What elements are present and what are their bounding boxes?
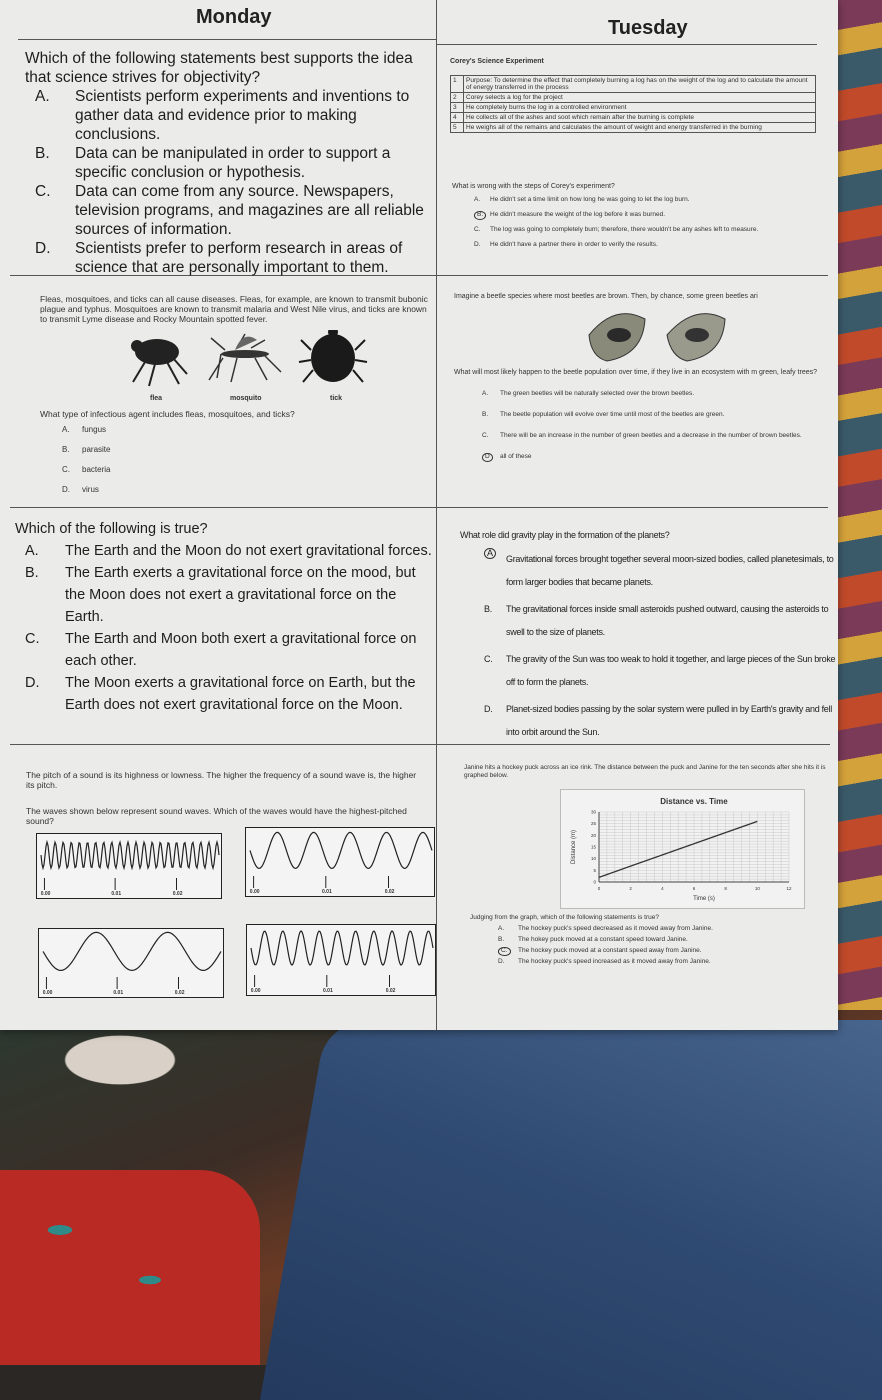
- x-tick-label: 8: [724, 886, 727, 891]
- option-text: The hockey puck's speed increased as it moved away from Janine.: [518, 958, 711, 965]
- step-number: 3: [451, 103, 464, 113]
- wave-tick-label: 0.01: [323, 988, 333, 994]
- y-tick-label: 30: [590, 809, 596, 815]
- x-tick-label: 12: [786, 886, 792, 891]
- option-text: Gravitational forces brought together several moon-sized bodies, called planetesimals, to form larger bodies that became planets.: [506, 554, 834, 587]
- option-letter: C.: [62, 465, 70, 474]
- insect-illustrations: [125, 330, 375, 400]
- step-row: [451, 123, 816, 133]
- answer-option[interactable]: [62, 465, 110, 474]
- option-text: The gravitational forces inside small asteroids pushed outward, causing the asteroids to swell to the size of planets.: [506, 604, 829, 637]
- wave-tick-label: 0.01: [113, 990, 124, 996]
- answer-option[interactable]: [492, 936, 822, 943]
- beetle-leaves: [585, 305, 735, 365]
- wave-a: [36, 833, 222, 899]
- wave-b: [245, 827, 435, 897]
- corey-steps-table: [450, 75, 816, 133]
- tuesday-q2-intro: Imagine a beetle species where most beetles are brown. Then, by chance, some green beetles ari: [454, 293, 758, 300]
- answer-option[interactable]: [15, 628, 435, 672]
- answer-option[interactable]: [474, 226, 814, 233]
- option-letter: D.: [498, 958, 505, 965]
- option-text: Data can come from any source. Newspapers, television programs, and magazines are all reliable sources of information.: [75, 183, 424, 238]
- monday-header-rule: [18, 39, 436, 40]
- answer-option[interactable]: [25, 144, 425, 182]
- tuesday-q2-stem: What will most likely happen to the beetle population over time, if they live in an ecosystem with m green, leafy trees?: [454, 369, 818, 376]
- wave-line: [43, 932, 221, 970]
- option-letter: D: [482, 453, 493, 462]
- option-letter: A.: [498, 925, 505, 932]
- option-letter: B.: [25, 565, 39, 581]
- brown-beetle-leaf: [589, 314, 645, 361]
- option-text: parasite: [82, 445, 111, 454]
- chart-svg: [561, 790, 804, 908]
- option-letter: A: [484, 548, 496, 559]
- option-letter: B.: [498, 936, 505, 943]
- answer-option[interactable]: [474, 211, 814, 218]
- answer-option[interactable]: [460, 698, 836, 744]
- tuesday-q1-options: [474, 196, 814, 256]
- option-text: He didn't have a partner there in order to verify the results.: [490, 241, 658, 248]
- distance-time-chart: [560, 789, 805, 909]
- wave-tick-label: 0.00: [249, 889, 260, 895]
- step-text: Purpose: To determine the effect that completely burning a log has on the weight of the log and to calculate the amount of energy transferred in the process: [464, 76, 816, 93]
- monday-heading: Monday: [196, 6, 272, 28]
- tuesday-q4-intro: Janine hits a hockey puck across an ice rink. The distance between the puck and Janine for the ten seconds after she hits it is graphed below.: [464, 764, 826, 779]
- step-text: He weighs all of the remains and calculates the amount of weight and energy transferred in the burning: [464, 123, 816, 133]
- patterned-cloth: [835, 0, 882, 1010]
- answer-option[interactable]: [492, 947, 822, 954]
- sound-wave: [246, 828, 436, 898]
- option-letter: D.: [484, 704, 493, 714]
- option-text: The gravity of the Sun was too weak to hold it together, and large pieces of the Sun broke off to form the planets.: [506, 654, 836, 687]
- monday-q2-stem: What type of infectious agent includes fleas, mosquitoes, and ticks?: [40, 409, 295, 419]
- answer-option[interactable]: [15, 540, 435, 562]
- chart-title: Distance vs. Time: [660, 797, 728, 806]
- answer-option[interactable]: [482, 390, 812, 397]
- option-letter: A.: [25, 543, 39, 559]
- wave-tick-label: 0.00: [42, 990, 53, 996]
- option-text: He didn't set a time limit on how long he was going to let the log burn.: [490, 196, 690, 203]
- option-text: bacteria: [82, 465, 111, 474]
- option-letter: D.: [474, 241, 481, 248]
- sound-wave: [247, 925, 437, 997]
- option-letter: D.: [35, 240, 51, 257]
- denim-fabric: [260, 1020, 882, 1400]
- green-beetle-leaf: [667, 314, 725, 361]
- option-letter: B.: [474, 211, 486, 220]
- y-tick-label: 0: [593, 879, 596, 885]
- x-tick-label: 10: [754, 886, 760, 891]
- wave-line: [251, 931, 433, 965]
- answer-option[interactable]: [492, 958, 822, 965]
- wave-tick-label: 0.00: [40, 891, 51, 897]
- option-letter: B.: [484, 604, 492, 614]
- step-number: 4: [451, 113, 464, 123]
- x-tick-label: 4: [661, 886, 664, 891]
- step-number: 1: [451, 76, 464, 93]
- option-text: fungus: [82, 425, 107, 434]
- question-stem: Which of the following is true?: [15, 521, 208, 537]
- column-divider: [436, 0, 437, 1030]
- option-letter: D.: [25, 675, 40, 691]
- tick-drawing: [299, 330, 367, 382]
- wave-tick-label: 0.02: [174, 990, 185, 996]
- answer-option[interactable]: [15, 672, 435, 716]
- step-number: 2: [451, 93, 464, 103]
- option-text: virus: [82, 485, 99, 494]
- wave-line: [41, 842, 219, 868]
- answer-option[interactable]: [62, 445, 110, 454]
- wave-line: [250, 832, 432, 868]
- wave-tick-label: 0.02: [384, 889, 395, 895]
- step-row: [451, 113, 816, 123]
- y-tick-label: 5: [593, 867, 596, 873]
- mosquito-label: mosquito: [230, 395, 262, 402]
- monday-q4-stem: The waves shown below represent sound waves. Which of the waves would have the highest-pitched sound?: [26, 806, 407, 826]
- answer-option[interactable]: [474, 241, 814, 248]
- option-text: The Earth and the Moon do not exert gravitational forces.: [65, 543, 432, 559]
- sound-wave: [39, 929, 225, 999]
- monday-q1: [25, 49, 425, 277]
- monday-q2-intro: Fleas, mosquitoes, and ticks can all cause diseases. Fleas, for example, are known to transmit bubonic plague and typhus. Mosquitoes are known to transmit malaria and West Nile virus, and ticks are known to transmit Lyme disease and Rocky Mountain spotted fever.: [40, 294, 428, 324]
- y-axis-label: Distance (m): [571, 829, 577, 865]
- option-text: The hockey puck's speed decreased as it moved away from Janine.: [518, 925, 713, 932]
- answer-option[interactable]: [482, 453, 812, 460]
- wave-tick-label: 0.00: [250, 988, 261, 994]
- x-tick-label: 6: [692, 886, 696, 891]
- answer-option[interactable]: [482, 432, 812, 439]
- question-stem: Which of the following statements best supports the idea that science strives for objectivity?: [25, 50, 413, 86]
- answer-option[interactable]: [25, 239, 425, 277]
- tuesday-heading: Tuesday: [608, 17, 688, 39]
- x-axis-label: Time (s): [693, 896, 715, 902]
- tuesday-q3: [460, 530, 836, 748]
- y-tick-label: 10: [590, 856, 596, 862]
- option-text: all of these: [500, 453, 532, 460]
- tuesday-q4-options: [492, 925, 822, 969]
- answer-option[interactable]: [15, 562, 435, 628]
- monday-q4-intro: The pitch of a sound is its highness or lowness. The higher the frequency of a sound wave is, the higher its pitch.: [26, 770, 417, 790]
- flea-drawing: [131, 339, 187, 386]
- x-tick-label: 0: [597, 886, 601, 891]
- option-text: The beetle population will evolve over time until most of the beetles are green.: [500, 411, 725, 418]
- option-text: Scientists prefer to perform research in areas of science that are personally important to them.: [75, 240, 403, 276]
- answer-option[interactable]: [25, 87, 425, 144]
- option-letter: B.: [62, 445, 70, 454]
- tuesday-q1-stem: What is wrong with the steps of Corey's experiment?: [452, 183, 615, 190]
- corey-title: Corey's Science Experiment: [450, 58, 544, 65]
- step-text: He completely burns the log in a controlled environment: [464, 103, 816, 113]
- answer-option[interactable]: [482, 411, 812, 418]
- option-text: The hokey puck moved at a constant speed toward Janine.: [518, 936, 688, 943]
- tuesday-header-rule: [437, 44, 817, 45]
- option-letter: C.: [35, 183, 51, 200]
- y-tick-label: 20: [590, 832, 596, 838]
- answer-option[interactable]: [62, 425, 110, 434]
- option-letter: A.: [482, 390, 489, 397]
- answer-option[interactable]: [25, 182, 425, 239]
- option-letter: B.: [482, 411, 489, 418]
- answer-option[interactable]: [62, 485, 110, 494]
- answer-option[interactable]: [460, 648, 836, 694]
- step-row: [451, 103, 816, 113]
- option-text: The hockey puck moved at a constant speed away from Janine.: [518, 947, 702, 954]
- option-letter: A.: [474, 196, 481, 203]
- monday-q3: [15, 518, 435, 716]
- question-stem: What role did gravity play in the formation of the planets?: [460, 530, 670, 540]
- option-letter: C.: [474, 226, 481, 233]
- option-text: The log was going to completely burn; therefore, there wouldn't be any ashes left to measure.: [490, 226, 759, 233]
- option-letter: C.: [25, 631, 40, 647]
- tick-label: tick: [330, 395, 343, 402]
- option-text: The Earth exerts a gravitational force on the mood, but the Moon does not exert a gravitational force on the Earth.: [65, 565, 416, 625]
- option-text: The green beetles will be naturally selected over the brown beetles.: [500, 390, 695, 397]
- wave-d: [246, 924, 436, 996]
- option-text: Data can be manipulated in order to support a specific conclusion or hypothesis.: [75, 145, 391, 181]
- answer-option[interactable]: [474, 196, 814, 203]
- step-text: He collects all of the ashes and soot which remain after the burning is complete: [464, 113, 816, 123]
- option-letter: C.: [482, 432, 489, 439]
- tuesday-q4-stem: Judging from the graph, which of the following statements is true?: [470, 914, 659, 921]
- step-text: Corey selects a log for the project: [464, 93, 816, 103]
- option-text: Planet-sized bodies passing by the solar system were pulled in by Earth's gravity and fell into orbit around the Sun.: [506, 704, 832, 737]
- row-rule-2: [10, 507, 828, 508]
- wave-tick-label: 0.01: [111, 891, 122, 897]
- step-row: [451, 93, 816, 103]
- y-tick-label: 15: [590, 844, 596, 850]
- tuesday-q2-options: [482, 390, 812, 474]
- x-tick-label: 2: [629, 886, 632, 891]
- option-text: There will be an increase in the number of green beetles and a decrease in the number of brown beetles.: [500, 432, 802, 439]
- step-number: 5: [451, 123, 464, 133]
- option-letter: D.: [62, 485, 70, 494]
- wave-c: [38, 928, 224, 998]
- wave-tick-label: 0.02: [172, 891, 183, 897]
- wave-tick-label: 0.01: [322, 889, 332, 895]
- option-letter: A.: [62, 425, 70, 434]
- flea-label: flea: [150, 395, 163, 402]
- option-letter: C.: [498, 947, 511, 956]
- step-row: [451, 76, 816, 93]
- sound-wave: [37, 834, 223, 900]
- option-text: He didn't measure the weight of the log before it was burned.: [490, 211, 666, 218]
- answer-option[interactable]: [492, 925, 822, 932]
- option-text: Scientists perform experiments and inventions to gather data and evidence prior to making conclusions.: [75, 88, 410, 143]
- answer-option[interactable]: [460, 598, 836, 644]
- option-text: The Moon exerts a gravitational force on Earth, but the Earth does not exert gravitational force on the Moon.: [65, 675, 416, 713]
- option-letter: C.: [484, 654, 493, 664]
- option-letter: A.: [35, 88, 50, 105]
- red-fabric: [0, 1170, 260, 1365]
- mosquito-drawing: [209, 334, 281, 382]
- monday-q2-options: [62, 425, 110, 505]
- option-letter: B.: [35, 145, 50, 162]
- y-tick-label: 25: [590, 821, 596, 827]
- option-text: The Earth and Moon both exert a gravitational force on each other.: [65, 631, 417, 669]
- wave-tick-label: 0.02: [385, 988, 396, 994]
- answer-option[interactable]: [460, 548, 836, 594]
